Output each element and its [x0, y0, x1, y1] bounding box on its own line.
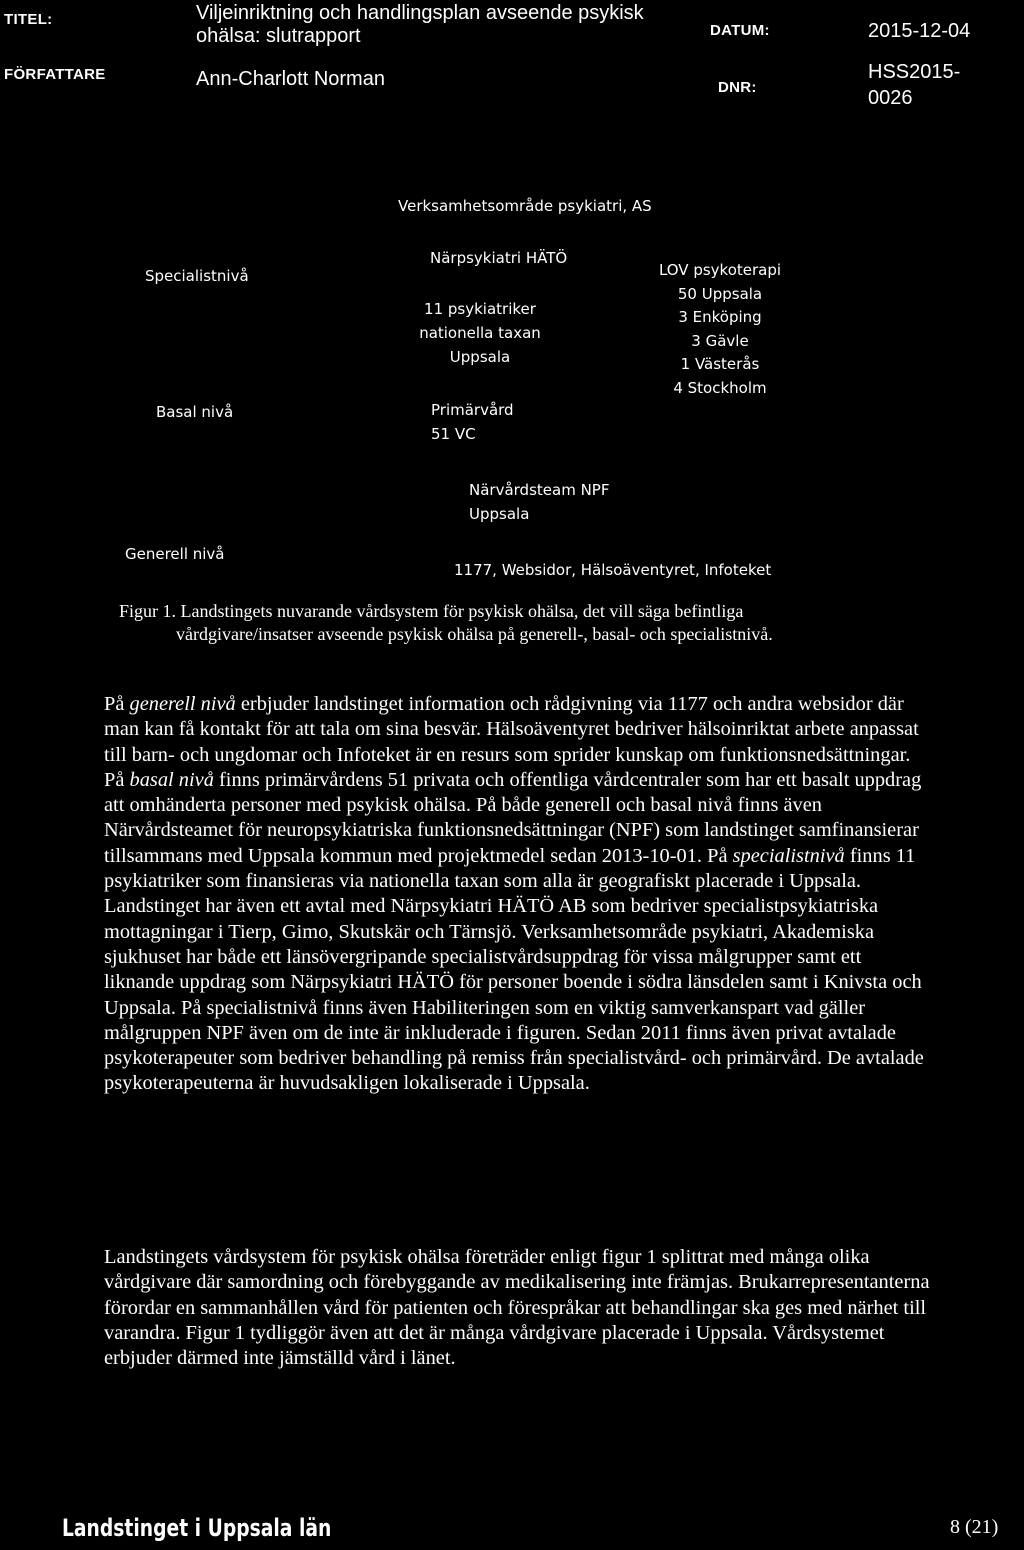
emphasis: basal nivå: [129, 768, 214, 791]
text-run: Landstingets vårdsystem för psykisk ohälsa företräder enligt figur 1 splittrat med många olika vårdgivare där samordning och förebyggande av medikalisering inte främjas. Brukarrepresentanterna förordar en sammanhållen vård för patienten och förespråkar att behandlingar ska ges med närhet till varandra. Figur 1 tydliggör även att det är många vårdgivare placerade i Uppsala. Vårdsystemet erbjuder därmed inte jämställd vård i länet.: [104, 1246, 930, 1370]
date-label: DATUM:: [710, 22, 770, 39]
level-general: Generell nivå: [125, 545, 225, 563]
primarvard-block: [431, 398, 514, 446]
figure-top-label: Verksamhetsområde psykiatri, AS: [398, 197, 652, 215]
psykiatriker-line: nationella taxan: [419, 324, 541, 342]
psykiatriker-line: 11 psykiatriker: [424, 300, 536, 318]
text-run: finns 11 psykiatriker som finansieras via nationella taxan som alla är geografiskt placerade i Uppsala. Landstinget har även ett avtal med Närpsykiatri HÄTÖ AB som bedriver specialistpsykiatriska mottagningar i Tierp, Gimo, Skutskär och Tärnsjö. Verksamhetsområde psykiatri, Akademiska sjukhuset har både ett länsövergripande specialistvårdsuppdrag för vissa målgrupper samt ett liknande uppdrag som Närpsykiatri HÄTÖ för personer boende i södra länsdelen samt i Knivsta och Uppsala. På specialistnivå finns även Habiliteringen som en viktig samverkanspart vad gäller målgruppen NPF även om de inte är inkluderade i figuren. Sedan 2011 finns även privat avtalade psykoterapeuter som bedriver behandling på remiss från specialistvård- och primärvård. De avtalade psykoterapeuterna är huvudsakligen lokaliserade i Uppsala.: [104, 844, 924, 1095]
page-number: 8 (21): [950, 1516, 999, 1538]
text-run: På: [104, 693, 130, 715]
text-run: finns primärvårdens 51 privata och offentliga vårdcentraler som har ett basalt uppdrag att omhänderta personer med psykisk ohälsa. På både generell och basal nivå finns även Närvårdsteamet för neuropsykiatriska funktionsnedsättningar (NPF) som landstinget samfinansierar tillsammans med Uppsala kommun med projektmedel sedan 2013-10-01. På: [104, 768, 922, 867]
narvardsteam-line: Uppsala: [469, 505, 530, 523]
primarvard-line: Primärvård: [431, 401, 514, 419]
footer-brand: Landstinget i Uppsala län: [62, 1514, 332, 1542]
lov-line: 3 Enköping: [678, 308, 762, 326]
dnr-label: DNR:: [718, 79, 757, 96]
lov-line: 4 Stockholm: [673, 378, 767, 397]
title-line-1: Viljeinriktning och handlingsplan avseende psykisk: [196, 2, 644, 24]
author-label: FÖRFATTARE: [4, 66, 106, 83]
emphasis: generell nivå: [129, 693, 236, 715]
body-paragraph-2: [104, 1245, 934, 1371]
title-line-2: ohälsa: slutrapport: [196, 25, 361, 47]
lov-line: 3 Gävle: [691, 331, 749, 350]
figure-caption-line-1: Figur 1. Landstingets nuvarande vårdsystem för psykisk ohälsa, det vill säga befintliga: [119, 601, 744, 621]
level-basal: Basal nivå: [156, 403, 234, 421]
lov-block: [620, 259, 820, 400]
primarvard-line: 51 VC: [431, 425, 476, 443]
lov-line: LOV psykoterapi: [658, 261, 782, 279]
figure-caption-line-2: vårdgivare/insatser avseende psykisk ohälsa på generell-, basal- och specialistnivå.: [176, 624, 773, 644]
emphasis: specialistnivå: [732, 844, 845, 867]
level-specialist: Specialistnivå: [145, 267, 249, 285]
dnr-line-1: HSS2015-: [868, 61, 961, 83]
lov-line: 50 Uppsala: [677, 284, 763, 303]
narvardsteam-line: Närvårdsteam NPF: [469, 481, 610, 499]
title-label: TITEL:: [4, 11, 53, 28]
text-run: erbjuder landstinget information och rådgivning via 1177 och andra websidor där man kan få kontakt för att tala om sina besvär. Hälsoäventyret bedriver hälsoinriktat arbete anpassat till barn- och ungdomar och Infoteket är en resurs som sprider kunskap om funktionsnedsättningar. På: [104, 693, 919, 791]
date-value: 2015-12-04: [868, 20, 971, 42]
lov-line: 1 Västerås: [680, 355, 760, 373]
body-paragraph-1: [104, 692, 934, 1097]
psykiatriker-line: Uppsala: [449, 348, 511, 366]
narvardsteam-block: [469, 478, 609, 526]
general-items: 1177, Websidor, Hälsoäventyret, Infoteket: [454, 561, 772, 579]
narpsykiatri-label: Närpsykiatri HÄTÖ: [430, 249, 568, 267]
psykiatriker-block: [380, 297, 580, 369]
dnr-line-2: 0026: [868, 87, 913, 109]
author-value: Ann-Charlott Norman: [196, 68, 385, 90]
